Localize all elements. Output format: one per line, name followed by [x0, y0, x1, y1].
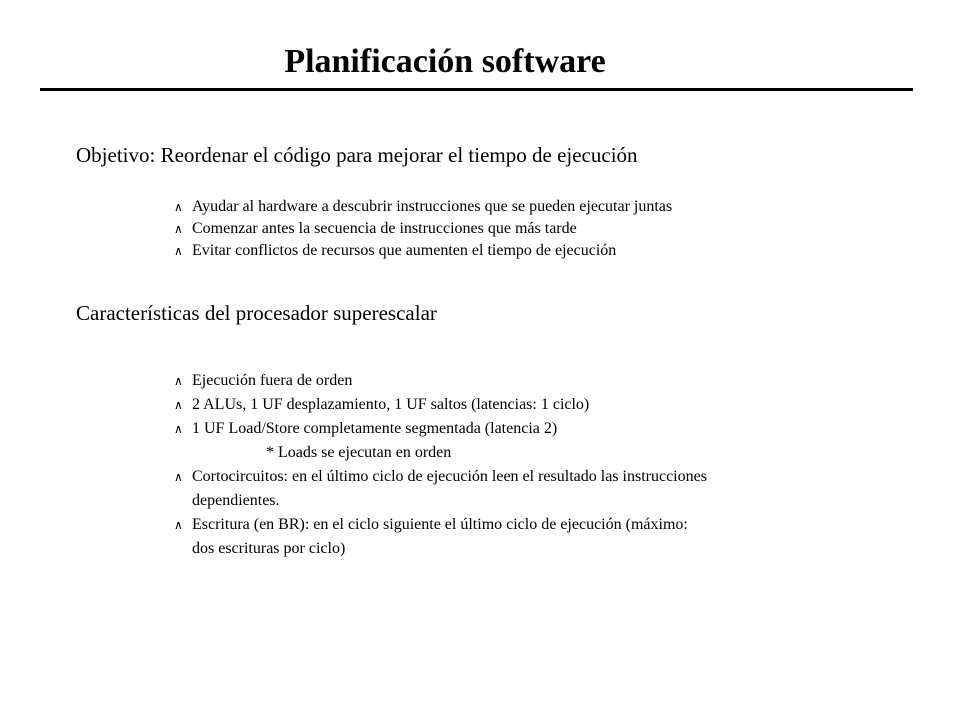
list-item-text: Ayudar al hardware a descubrir instrucciones que se pueden ejecutar juntas — [192, 198, 673, 215]
list-item-text: Ejecución fuera de orden — [192, 372, 353, 389]
list-item — [174, 417, 707, 441]
list-item-text: 2 ALUs, 1 UF desplazamiento, 1 UF saltos (latencias: 1 ciclo) — [192, 396, 590, 413]
caracteristicas-list — [174, 369, 707, 561]
list-item — [174, 465, 707, 513]
note-text: * Loads se ejecutan en orden — [266, 444, 452, 461]
list-item — [174, 218, 672, 240]
page-title: Planificación software — [284, 43, 606, 80]
list-item-text-continued: dependientes. — [192, 492, 280, 509]
list-item — [174, 513, 707, 561]
wedge-bullet-icon — [174, 196, 183, 218]
wedge-bullet-icon — [174, 218, 183, 240]
list-item-text: Comenzar antes la secuencia de instrucciones que más tarde — [192, 220, 577, 237]
list-item-text-continued: dos escrituras por ciclo) — [192, 540, 346, 557]
wedge-bullet-icon — [174, 369, 183, 393]
list-item-text: Escritura (en BR): en el ciclo siguiente el último ciclo de ejecución (máximo: — [192, 516, 688, 533]
section-heading-caracteristicas: Características del procesador superescalar — [76, 301, 437, 325]
wedge-bullet-icon — [174, 417, 183, 441]
list-item-text: 1 UF Load/Store completamente segmentada (latencia 2) — [192, 420, 558, 437]
list-note — [174, 441, 707, 465]
wedge-bullet-icon — [174, 240, 183, 262]
section-heading-objetivo: Objetivo: Reordenar el código para mejorar el tiempo de ejecución — [76, 143, 638, 167]
wedge-bullet-icon — [174, 393, 183, 417]
wedge-bullet-icon — [174, 513, 183, 537]
list-item — [174, 393, 707, 417]
list-item — [174, 369, 707, 393]
list-item — [174, 240, 672, 262]
list-item — [174, 196, 672, 218]
list-item-text: Evitar conflictos de recursos que aumenten el tiempo de ejecución — [192, 242, 617, 259]
title-underline — [40, 88, 913, 91]
wedge-bullet-icon — [174, 465, 183, 489]
list-item-text: Cortocircuitos: en el último ciclo de ejecución leen el resultado las instrucciones — [192, 468, 707, 485]
objetivo-list — [174, 196, 672, 262]
